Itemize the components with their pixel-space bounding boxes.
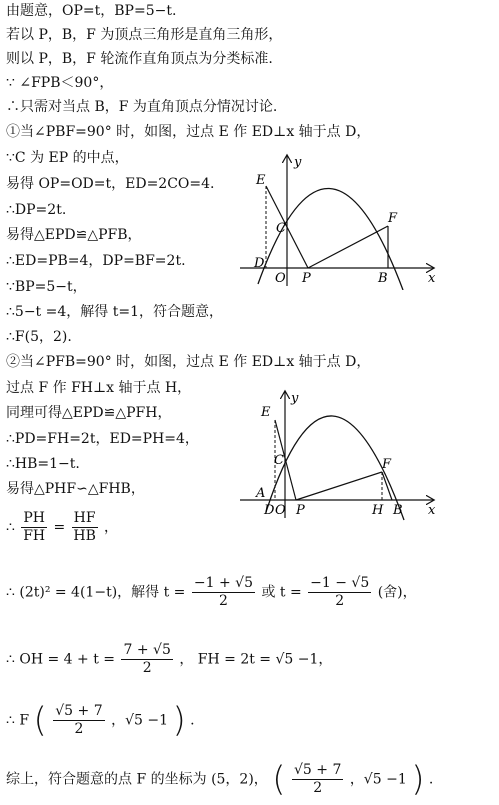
figure-case-2 — [238, 388, 443, 523]
segment-pf — [308, 226, 388, 268]
equation-solve-t — [6, 575, 417, 610]
eq5-fraction — [292, 762, 343, 797]
eq2-root-2-denominator: 2 — [335, 593, 345, 609]
text-line-9: ∴DP=2t. — [6, 202, 67, 218]
text-line-10: 易得△EPD≌△PFB， — [6, 227, 142, 243]
label-d: D — [264, 503, 275, 518]
label-e: E — [256, 173, 266, 188]
eq1-right-denominator: HB — [73, 528, 96, 544]
text-line-4: ∵ ∠FPB＜90°， — [6, 75, 114, 91]
equation-ratio — [6, 510, 118, 545]
label-e: E — [261, 405, 271, 420]
text-line-18: ∴PD=FH=2t，ED=PH=4， — [6, 431, 199, 447]
label-p: P — [302, 271, 311, 286]
text-line-20: 易得△PHF∽△FHB， — [6, 481, 145, 497]
eq5-prefix: 综上，符合题意的点 F 的坐标为 (5，2)， — [6, 771, 268, 788]
eq2-root-1-denominator: 2 — [218, 593, 228, 609]
segment-pf — [296, 472, 382, 500]
eq1-prefix: ∴ — [6, 519, 15, 536]
eq4-end: . — [190, 712, 195, 729]
left-paren-glyph: ( — [33, 700, 47, 741]
label-f: F — [388, 211, 398, 226]
equation-f-coordinate — [6, 700, 195, 741]
eq5-end: . — [428, 771, 434, 788]
label-h: H — [372, 503, 384, 518]
right-paren-glyph: ) — [411, 759, 425, 800]
eq4-numerator: √5 + 7 — [55, 703, 103, 719]
eq1-suffix: ， — [104, 519, 119, 536]
eq1-right-numerator: HF — [73, 510, 96, 526]
text-line-14: ∴F(5，2). — [6, 329, 72, 345]
text-line-5: ∴只需对当点 B，F 为直角顶点分情况讨论. — [6, 99, 278, 115]
label-b: B — [393, 503, 403, 518]
label-c: C — [274, 453, 284, 468]
eq3-rest: ， FH = 2t = √5 −1， — [179, 651, 333, 668]
text-line-13: ∴5−t =4，解得 t=1，符合题意， — [6, 304, 223, 320]
eq2-suffix: (舍)， — [377, 584, 417, 601]
equation-oh-fh — [6, 642, 332, 677]
text-line-19: ∴HB=1−t. — [6, 456, 80, 472]
eq3-fraction — [121, 642, 172, 677]
label-c: C — [276, 221, 286, 236]
text-line-1: 由题意，OP=t，BP=5−t. — [6, 3, 177, 19]
text-line-3: 则以 P，B，F 轮流作直角顶点为分类标准. — [6, 51, 273, 67]
label-a: A — [256, 486, 266, 501]
text-line-6: ①当∠PBF=90° 时，如图，过点 E 作 ED⊥x 轴于点 D， — [6, 124, 371, 140]
eq2-lhs: ∴ (2t)² = 4(1−t)，解得 t = — [6, 584, 186, 601]
eq2-root-1-numerator: −1 + √5 — [193, 575, 253, 591]
label-o: O — [275, 503, 286, 518]
label-b: B — [378, 271, 388, 286]
eq1-fraction-right — [72, 510, 98, 545]
eq1-fraction-left — [21, 510, 47, 545]
label-d: D — [254, 256, 265, 271]
label-o: O — [275, 271, 286, 286]
eq2-root-1 — [192, 575, 255, 610]
label-p: P — [296, 503, 305, 518]
eq3-numerator: 7 + √5 — [123, 642, 171, 658]
eq4-rest: ，√5 −1 — [111, 712, 168, 729]
text-line-12: ∵BP=5−t， — [6, 279, 87, 295]
text-line-2: 若以 P，B，F 为顶点三角形是直角三角形， — [6, 27, 283, 43]
eq2-root-2-numerator: −1 − √5 — [310, 575, 370, 591]
label-y: y — [294, 155, 302, 170]
label-x: x — [428, 271, 436, 286]
text-line-11: ∴ED=PB=4，DP=BF=2t. — [6, 253, 186, 269]
text-line-8: 易得 OP=OD=t，ED=2CO=4. — [6, 176, 215, 192]
eq2-mid: 或 t = — [261, 584, 302, 601]
eq1-equals: = — [53, 519, 66, 536]
eq4-prefix: ∴ F — [6, 712, 30, 729]
eq2-root-2 — [308, 575, 371, 610]
eq4-denominator: 2 — [74, 721, 84, 737]
text-line-17: 同理可得△EPD≌△PFH， — [6, 405, 172, 421]
eq3-lhs: ∴ OH = 4 + t = — [6, 651, 116, 668]
text-line-15: ②当∠PFB=90° 时，如图，过点 E 作 ED⊥x 轴于点 D， — [6, 354, 371, 370]
left-paren-glyph: ( — [272, 759, 286, 800]
eq3-denominator: 2 — [142, 660, 152, 676]
text-line-7: ∵C 为 EP 的中点， — [6, 150, 129, 166]
eq1-left-numerator: PH — [23, 510, 46, 526]
eq5-rest: ，√5 −1 — [349, 771, 407, 788]
label-y: y — [291, 391, 299, 406]
eq5-denominator: 2 — [313, 780, 323, 796]
text-line-16: 过点 F 作 FH⊥x 轴于点 H， — [6, 380, 192, 396]
conclusion-line — [6, 759, 434, 800]
right-paren-glyph: ) — [172, 700, 186, 741]
eq1-left-denominator: FH — [23, 528, 46, 544]
label-f: F — [382, 457, 392, 472]
eq5-numerator: √5 + 7 — [293, 762, 342, 778]
figure-case-1 — [238, 150, 443, 290]
label-x: x — [428, 503, 436, 518]
eq4-fraction — [53, 703, 104, 738]
